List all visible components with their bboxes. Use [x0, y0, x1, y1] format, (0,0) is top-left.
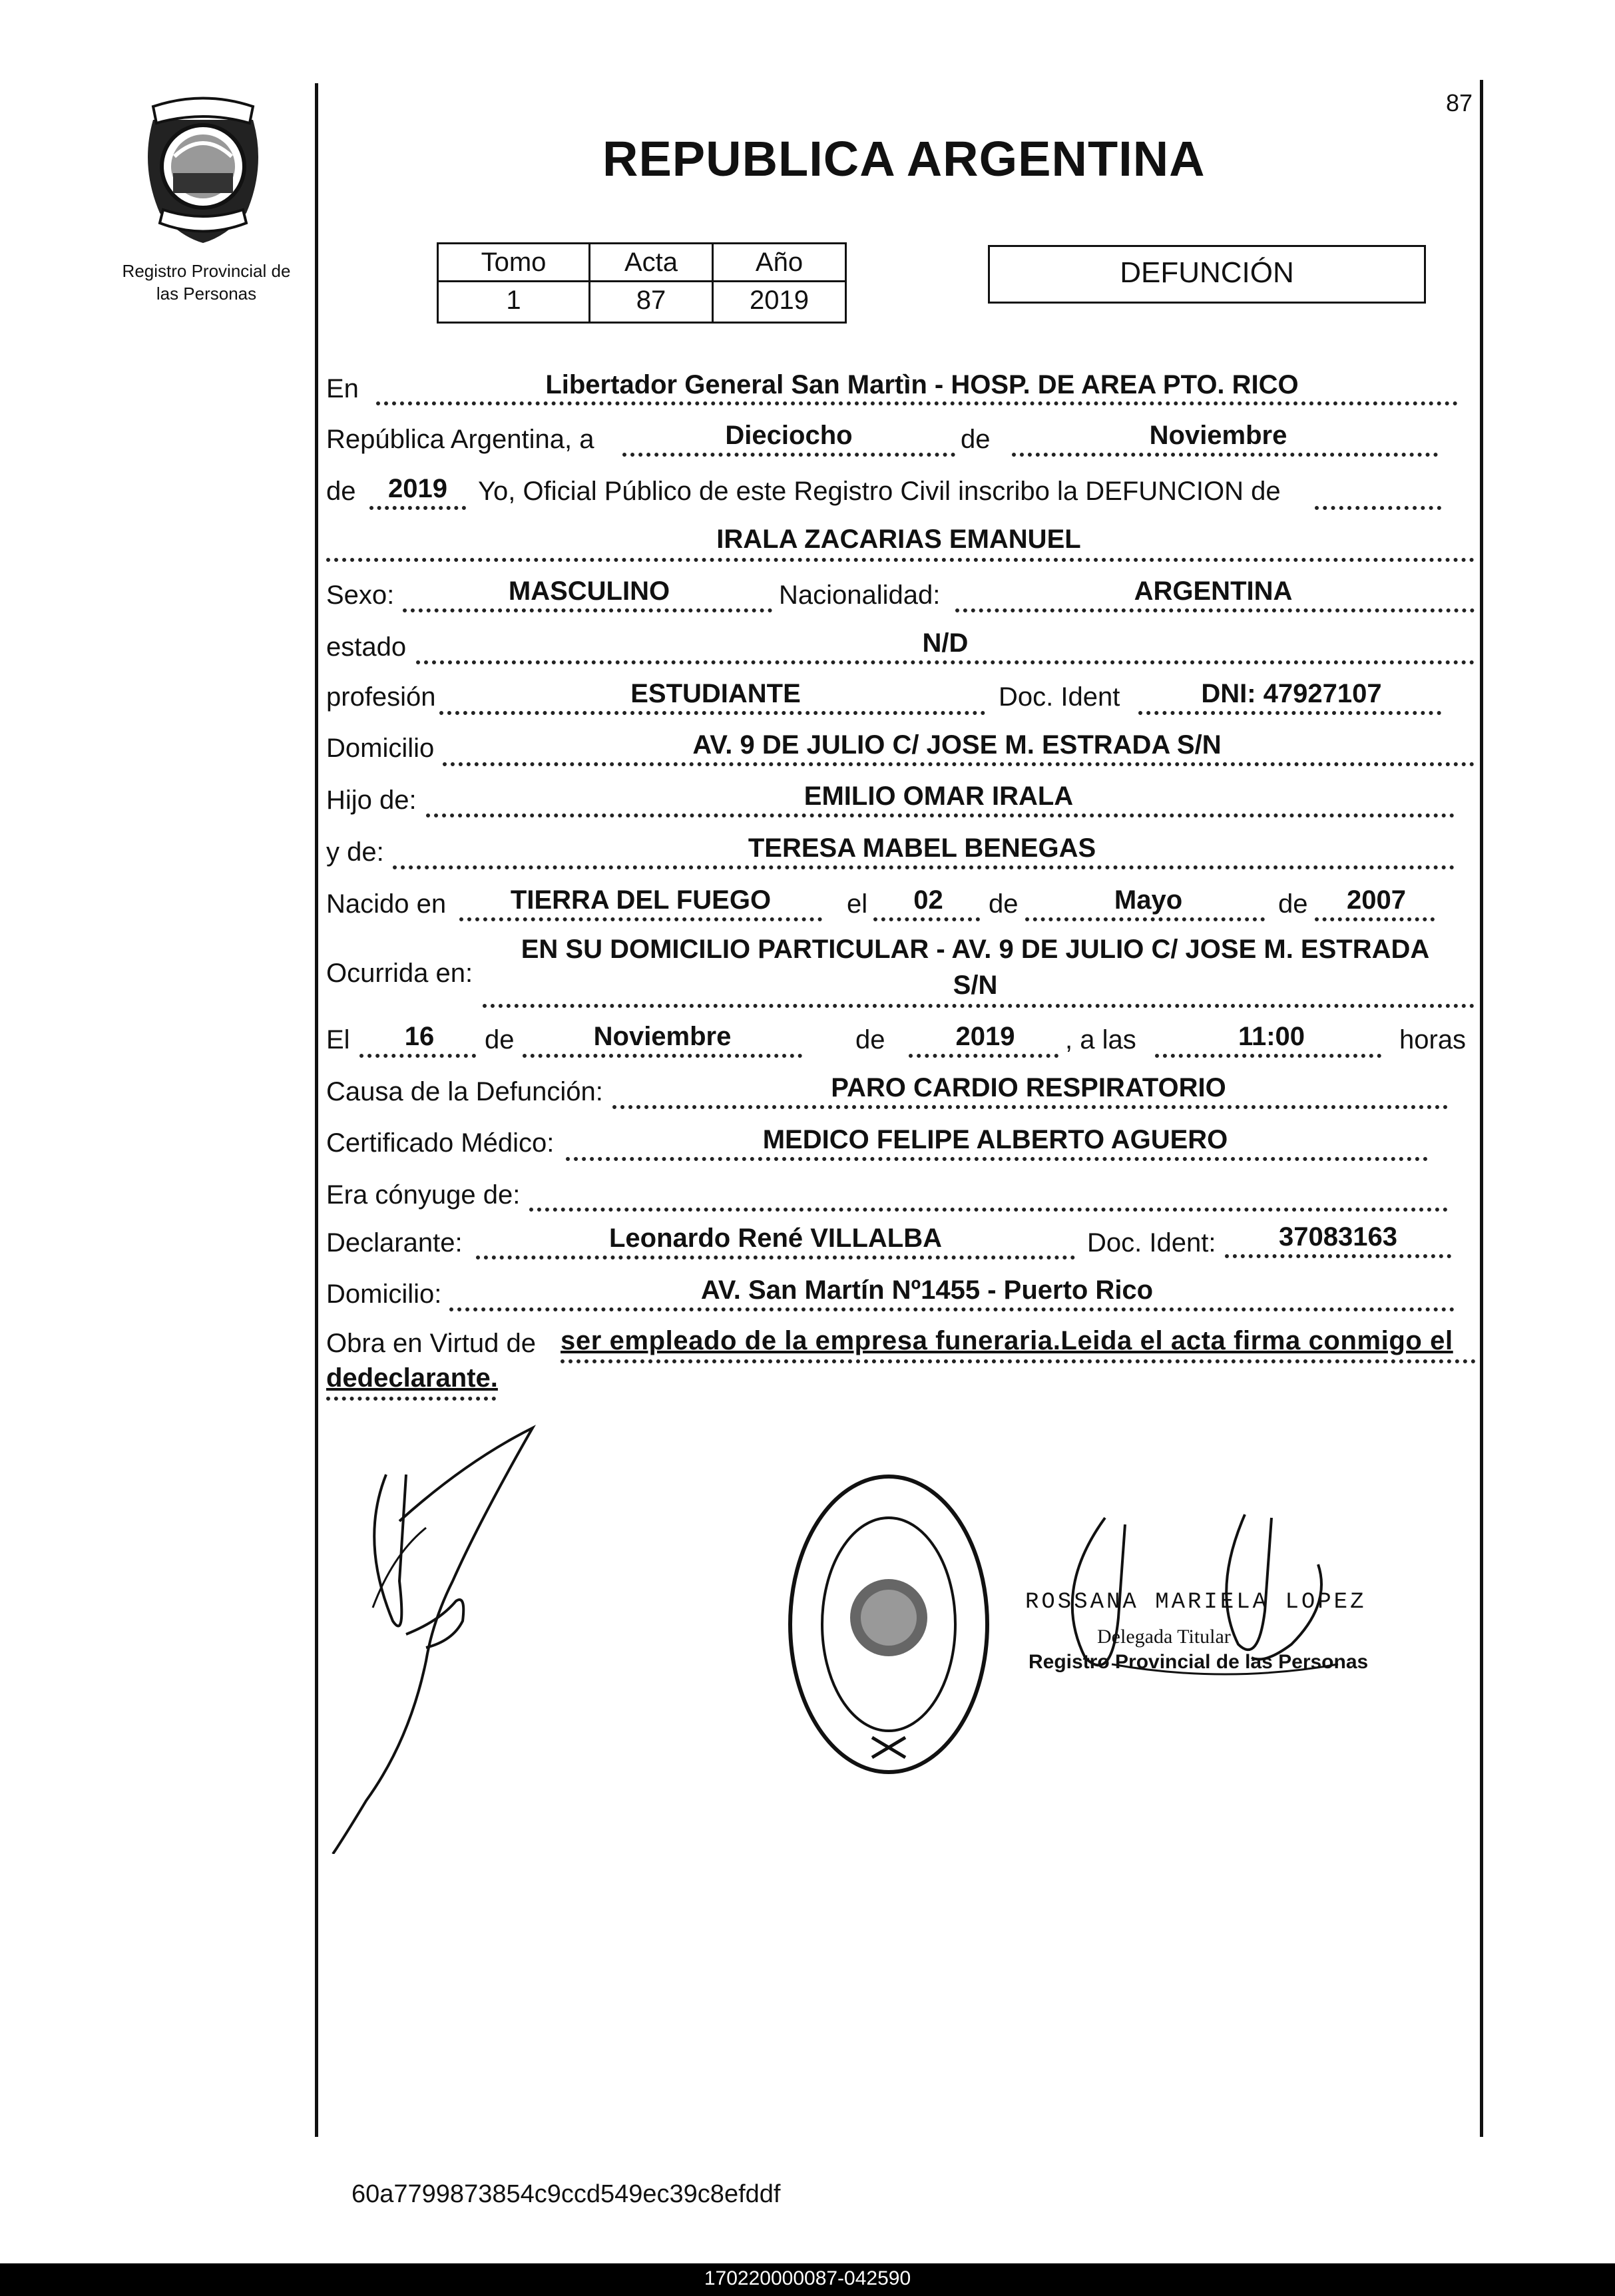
birth-month-dots	[1025, 917, 1265, 921]
death-day: 16	[404, 1022, 435, 1051]
obra-line-1: ser empleado de la empresa funeraria.Leida el acta firma conmigo el	[561, 1326, 1453, 1355]
de-label: de	[961, 425, 991, 454]
conyuge-label: Era cónyuge de:	[326, 1180, 521, 1210]
y-de-value: TERESA MABEL BENEGAS	[748, 833, 1096, 863]
hijo-value: EMILIO OMAR IRALA	[804, 782, 1074, 811]
y-de-label: y de:	[326, 837, 384, 867]
obra-dots-1	[561, 1359, 1476, 1363]
death-time-dots	[1155, 1054, 1381, 1058]
sexo-label: Sexo:	[326, 580, 395, 610]
hijo-dots	[426, 813, 1455, 817]
estado-dots	[416, 660, 1475, 664]
declarante-domicilio-label: Domicilio:	[326, 1279, 442, 1309]
en-value: Libertador General San Martìn - HOSP. DE AREA PTO. RICO	[545, 370, 1299, 399]
doc-ident-value: DNI: 47927107	[1201, 679, 1382, 708]
record-type: DEFUNCIÓN	[1120, 256, 1294, 289]
header-acta: Acta	[624, 248, 678, 277]
day-value: Dieciocho	[725, 421, 853, 450]
birth-de-2: de	[1278, 889, 1308, 919]
declarant-signature	[293, 1421, 546, 1854]
obra-label: Obra en Virtud de	[326, 1329, 537, 1358]
certificado-value: MEDICO FELIPE ALBERTO AGUERO	[762, 1125, 1228, 1154]
sexo-value: MASCULINO	[508, 576, 670, 606]
profesion-label: profesión	[326, 682, 436, 712]
estado-value: N/D	[922, 628, 969, 658]
obra-line-2: dedeclarante.	[326, 1363, 498, 1393]
declarante-doc-label: Doc. Ident:	[1087, 1228, 1216, 1258]
causa-label: Causa de la Defunción:	[326, 1077, 603, 1106]
death-month-dots	[523, 1054, 802, 1058]
en-label: En	[326, 374, 359, 403]
sexo-dots	[403, 608, 772, 612]
domicilio-value: AV. 9 DE JULIO C/ JOSE M. ESTRADA S/N	[692, 730, 1222, 760]
official-stamp	[786, 1471, 992, 1777]
birth-day-dots	[873, 917, 980, 921]
doc-ident-label: Doc. Ident	[999, 682, 1120, 712]
certificado-label: Certificado Médico:	[326, 1128, 555, 1158]
death-de-2: de	[855, 1025, 885, 1054]
hijo-label: Hijo de:	[326, 786, 417, 815]
misiones-emblem	[133, 93, 273, 246]
month-dots	[1012, 453, 1438, 457]
y-de-dots	[393, 865, 1455, 869]
ocurrida-line-2: S/N	[953, 971, 998, 1000]
footer-code: 170220000087-042590	[704, 2267, 911, 2289]
death-de-1: de	[485, 1025, 515, 1054]
record-type-box	[988, 245, 1426, 304]
registry-name	[100, 260, 313, 305]
nacionalidad-label: Nacionalidad:	[779, 580, 941, 610]
causa-dots	[612, 1105, 1448, 1109]
value-tomo: 1	[506, 286, 521, 315]
nacido-label: Nacido en	[326, 889, 447, 919]
conyuge-dots	[529, 1208, 1448, 1212]
year-dots	[369, 506, 466, 510]
birth-year-dots	[1315, 917, 1435, 921]
registrar-name: ROSSANA MARIELA LOPEZ	[1025, 1590, 1367, 1615]
death-month: Noviembre	[593, 1022, 732, 1051]
declarante-label: Declarante:	[326, 1228, 463, 1258]
registry-line-1: Registro Provincial de	[122, 261, 291, 281]
record-table	[437, 242, 847, 324]
month-value: Noviembre	[1149, 421, 1287, 450]
registry-line-2: las Personas	[156, 284, 257, 304]
day-dots	[622, 453, 955, 457]
declarante-domicilio-value: AV. San Martín Nº1455 - Puerto Rico	[700, 1275, 1154, 1305]
domicilio-label: Domicilio	[326, 734, 435, 763]
estado-label: estado	[326, 632, 407, 662]
death-time: 11:00	[1238, 1022, 1305, 1051]
nacido-value: TIERRA DEL FUEGO	[510, 885, 772, 915]
death-day-dots	[359, 1054, 476, 1058]
header-anio: Año	[755, 248, 804, 277]
declarante-domicilio-dots	[449, 1307, 1455, 1311]
document-hash: 60a7799873854c9ccd549ec39c8efddf	[351, 2180, 781, 2208]
nacionalidad-value: ARGENTINA	[1134, 576, 1293, 606]
domicilio-dots	[443, 762, 1475, 766]
profesion-value: ESTUDIANTE	[630, 679, 801, 708]
nacionalidad-dots	[955, 608, 1475, 612]
birth-year: 2007	[1347, 885, 1406, 915]
birth-month: Mayo	[1114, 885, 1183, 915]
a-las-label: , a las	[1065, 1025, 1136, 1054]
el-label: el	[847, 889, 868, 919]
birth-de-1: de	[989, 889, 1019, 919]
declarante-dots	[476, 1256, 1075, 1260]
doc-ident-dots	[1138, 711, 1441, 715]
ocurrida-label: Ocurrida en:	[326, 959, 473, 988]
en-dots	[376, 401, 1458, 405]
republica-label: República Argentina, a	[326, 425, 594, 454]
death-year-dots	[909, 1054, 1058, 1058]
year-value: 2019	[388, 474, 447, 503]
ocurrida-line-1: EN SU DOMICILIO PARTICULAR - AV. 9 DE JULIO C/ JOSE M. ESTRADA	[521, 935, 1430, 964]
declarante-doc-dots	[1225, 1254, 1451, 1258]
death-year: 2019	[955, 1022, 1015, 1051]
header-tomo: Tomo	[481, 248, 547, 277]
page-number: 87	[1446, 89, 1473, 116]
year-prefix: de	[326, 477, 356, 506]
deceased-name: IRALA ZACARIAS EMANUEL	[716, 525, 1081, 554]
record-table-hline	[439, 280, 845, 282]
obra-dots-2	[326, 1397, 496, 1401]
deceased-dots	[326, 558, 1475, 562]
declarante-value: Leonardo René VILLALBA	[608, 1224, 943, 1253]
causa-value: PARO CARDIO RESPIRATORIO	[831, 1073, 1226, 1102]
horas-label: horas	[1399, 1025, 1467, 1054]
registrar-role: Delegada Titular	[1097, 1626, 1231, 1648]
declarante-doc-value: 37083163	[1279, 1222, 1397, 1252]
nacido-dots	[459, 917, 822, 921]
profesion-dots	[439, 711, 985, 715]
statement-dots	[1315, 506, 1441, 510]
inscription-statement: Yo, Oficial Público de este Registro Civil inscribo la DEFUNCION de	[478, 477, 1281, 506]
value-acta: 87	[636, 286, 666, 315]
ocurrida-dots	[483, 1004, 1475, 1008]
right-margin-rule	[1480, 80, 1483, 2137]
birth-day: 02	[913, 885, 943, 915]
document-title: REPUBLICA ARGENTINA	[602, 131, 1206, 186]
certificado-dots	[566, 1157, 1428, 1161]
footer-bar	[0, 2263, 1615, 2296]
el2-label: El	[326, 1025, 350, 1054]
value-anio: 2019	[750, 286, 809, 315]
registrar-registry: Registro Provincial de las Personas	[1029, 1651, 1369, 1673]
